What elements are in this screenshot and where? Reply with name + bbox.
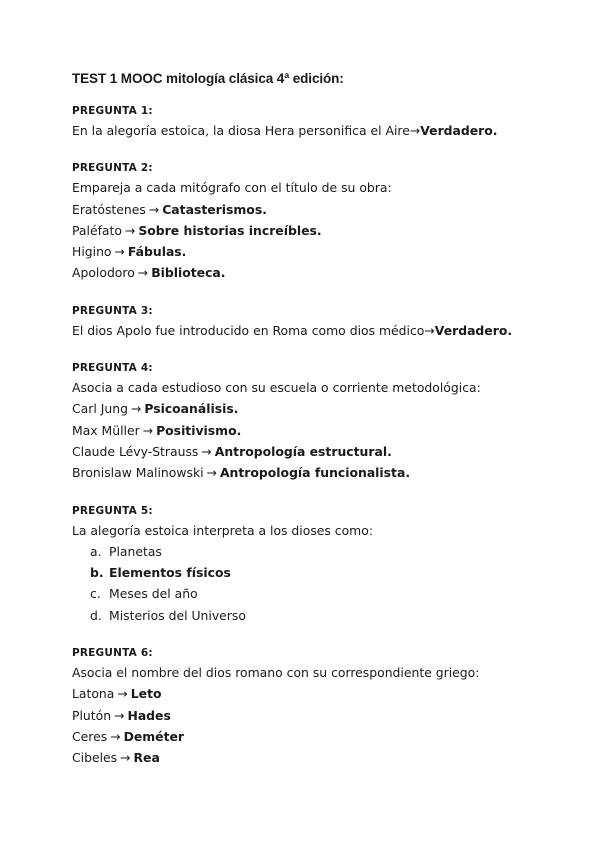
question-label: PREGUNTA 5: [72, 504, 153, 517]
option-text: Planetas [109, 543, 162, 559]
match-row [72, 726, 542, 747]
match-left: Bronislaw Malinowski [72, 465, 204, 481]
document-page [72, 70, 542, 789]
option-letter: d. [90, 607, 102, 623]
match-right: Fábulas. [127, 244, 187, 260]
question-label: PREGUNTA 3: [72, 304, 153, 317]
match-row [72, 441, 542, 462]
question-prompt: Asocia el nombre del dios romano con su correspondiente griego: [72, 665, 480, 681]
arrow-icon: → [114, 244, 125, 260]
match-right: Psicoanálisis. [144, 401, 239, 417]
match-right: Antropología estructural. [214, 443, 392, 459]
arrow-icon: → [120, 750, 131, 766]
option-item-correct [72, 562, 542, 583]
match-row [72, 683, 542, 704]
match-left: Plutón [72, 707, 112, 723]
match-left: Carl Jung [72, 401, 128, 417]
option-text: Elementos físicos [109, 565, 231, 581]
answer: Verdadero. [420, 123, 498, 138]
document-title: TEST 1 MOOC mitología clásica 4ª edición: [72, 71, 344, 86]
arrow-icon: → [114, 707, 125, 723]
option-letter: b. [90, 565, 104, 581]
match-right: Leto [130, 686, 162, 702]
match-row [72, 199, 542, 220]
arrow-icon: → [206, 465, 217, 481]
question-label: PREGUNTA 1: [72, 105, 153, 117]
option-list [72, 541, 542, 626]
question-prompt: La alegoría estoica interpreta a los dioses como: [72, 522, 374, 538]
arrow-icon: → [201, 443, 212, 459]
match-right: Biblioteca. [151, 265, 226, 281]
match-row [72, 241, 542, 262]
match-right: Deméter [123, 728, 185, 744]
option-text: Meses del año [109, 586, 198, 602]
match-row [72, 420, 542, 441]
question-prompt: Empareja a cada mitógrafo con el título de su obra: [72, 180, 392, 196]
option-item [72, 605, 542, 626]
match-left: Higino [72, 244, 112, 260]
match-left: Max Müller [72, 422, 140, 438]
arrow-icon: → [409, 123, 421, 138]
match-left: Cibeles [72, 750, 118, 766]
match-left: Eratóstenes [72, 201, 146, 217]
match-row [72, 398, 542, 419]
match-left: Paléfato [72, 222, 122, 238]
match-row [72, 747, 542, 768]
answer: Verdadero. [434, 322, 513, 338]
arrow-icon: → [148, 201, 160, 217]
arrow-icon: → [424, 322, 435, 338]
option-letter: a. [90, 543, 102, 559]
arrow-icon: → [142, 422, 154, 438]
match-left: Apolodoro [72, 265, 135, 281]
question-prompt: Asocia a cada estudioso con su escuela o corriente metodológica: [72, 380, 481, 396]
option-item [72, 541, 542, 562]
match-row [72, 705, 542, 726]
question-label: PREGUNTA 2: [72, 162, 153, 175]
question-text [72, 120, 542, 141]
match-right: Rea [133, 750, 160, 766]
match-row [72, 462, 542, 483]
match-left: Ceres [72, 728, 108, 744]
match-right: Positivismo. [156, 422, 242, 438]
arrow-icon: → [137, 265, 149, 281]
statement: El dios Apolo fue introducido en Roma como dios médico [72, 322, 425, 338]
match-left: Claude Lévy-Strauss [72, 443, 199, 459]
arrow-icon: → [117, 686, 128, 702]
arrow-icon: → [110, 728, 121, 744]
match-right: Sobre historias increíbles. [138, 222, 322, 238]
question-label: PREGUNTA 6: [72, 647, 153, 660]
question-2 [72, 161, 542, 283]
match-left: Latona [72, 686, 115, 702]
option-letter: c. [90, 586, 101, 602]
arrow-icon: → [130, 401, 142, 417]
question-label: PREGUNTA 4: [72, 362, 153, 375]
arrow-icon: → [124, 222, 136, 238]
question-5 [72, 504, 542, 626]
question-4 [72, 361, 542, 483]
match-row [72, 220, 542, 241]
match-right: Hades [127, 707, 171, 723]
match-row [72, 262, 542, 283]
option-item [72, 583, 542, 604]
statement: En la alegoría estoica, la diosa Hera personifica el Aire [72, 123, 410, 138]
match-right: Antropología funcionalista. [219, 465, 411, 481]
question-text [72, 320, 542, 341]
question-3 [72, 304, 542, 341]
option-text: Misterios del Universo [109, 607, 246, 623]
question-1 [72, 104, 542, 141]
question-6 [72, 646, 542, 768]
match-right: Catasterismos. [162, 201, 267, 217]
